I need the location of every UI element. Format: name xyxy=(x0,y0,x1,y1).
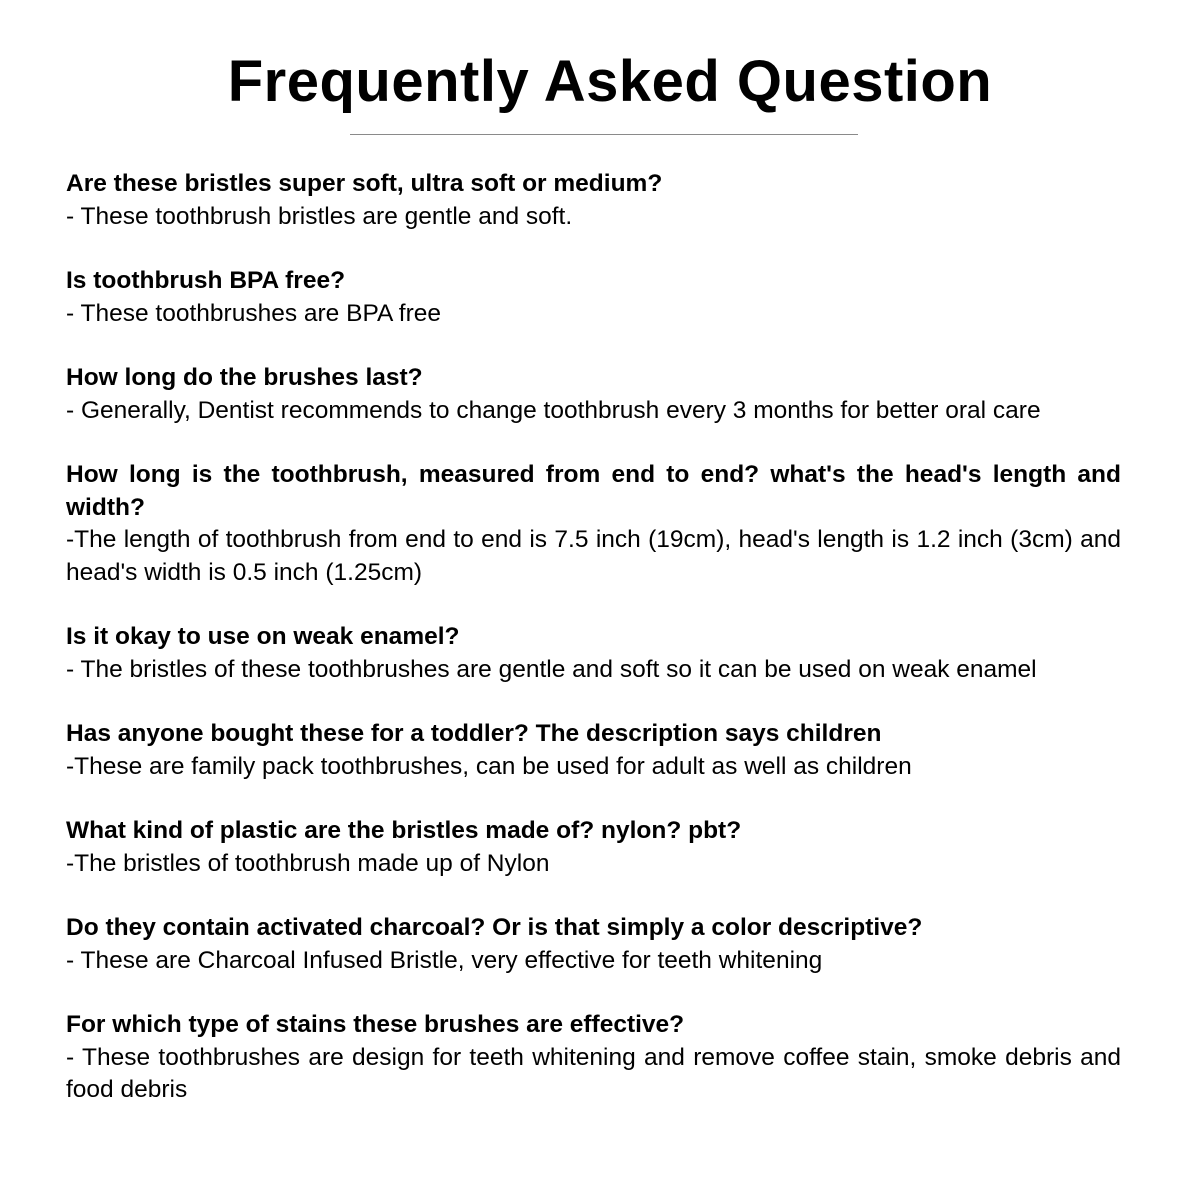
faq-item xyxy=(66,1009,1121,1107)
faq-item xyxy=(66,815,1121,880)
faq-item xyxy=(66,621,1121,686)
faq-item xyxy=(66,459,1121,589)
faq-question: Has anyone bought these for a toddler? The description says children xyxy=(66,720,882,747)
title-divider xyxy=(350,134,858,135)
faq-question: What kind of plastic are the bristles made of? nylon? pbt? xyxy=(66,817,742,844)
faq-item xyxy=(66,362,1121,427)
faq-answer: -The length of toothbrush from end to end is 7.5 inch (19cm), head's length is 1.2 inch (3cm) and head's width is 0.5 inch (1.25cm) xyxy=(66,526,1121,586)
faq-answer: -These are family pack toothbrushes, can be used for adult as well as children xyxy=(66,752,912,780)
faq-question: Are these bristles super soft, ultra soft or medium? xyxy=(66,170,663,197)
faq-question: Is toothbrush BPA free? xyxy=(66,267,346,294)
faq-question: How long do the brushes last? xyxy=(66,364,423,391)
faq-question: For which type of stains these brushes are effective? xyxy=(66,1011,685,1038)
faq-item xyxy=(66,912,1121,977)
faq-answer: - These toothbrushes are BPA free xyxy=(66,299,441,327)
faq-answer: -The bristles of toothbrush made up of Nylon xyxy=(66,849,550,877)
faq-answer: - Generally, Dentist recommends to change toothbrush every 3 months for better oral care xyxy=(66,396,1041,424)
faq-item xyxy=(66,265,1121,330)
faq-answer: - These are Charcoal Infused Bristle, very effective for teeth whitening xyxy=(66,946,823,974)
faq-item xyxy=(66,718,1121,783)
faq-answer: - These toothbrushes are design for teeth whitening and remove coffee stain, smoke debris and food debris xyxy=(66,1043,1121,1103)
page-title: Frequently Asked Question xyxy=(227,49,993,114)
faq-list xyxy=(66,168,1121,1139)
faq-item xyxy=(66,168,1121,233)
faq-question: How long is the toothbrush, measured from end to end? what's the head's length and width? xyxy=(66,461,1121,521)
faq-answer: - These toothbrush bristles are gentle and soft. xyxy=(66,202,573,230)
faq-question: Is it okay to use on weak enamel? xyxy=(66,623,460,650)
faq-question: Do they contain activated charcoal? Or is that simply a color descriptive? xyxy=(66,914,923,941)
faq-answer: - The bristles of these toothbrushes are gentle and soft so it can be used on weak enamel xyxy=(66,655,1037,683)
